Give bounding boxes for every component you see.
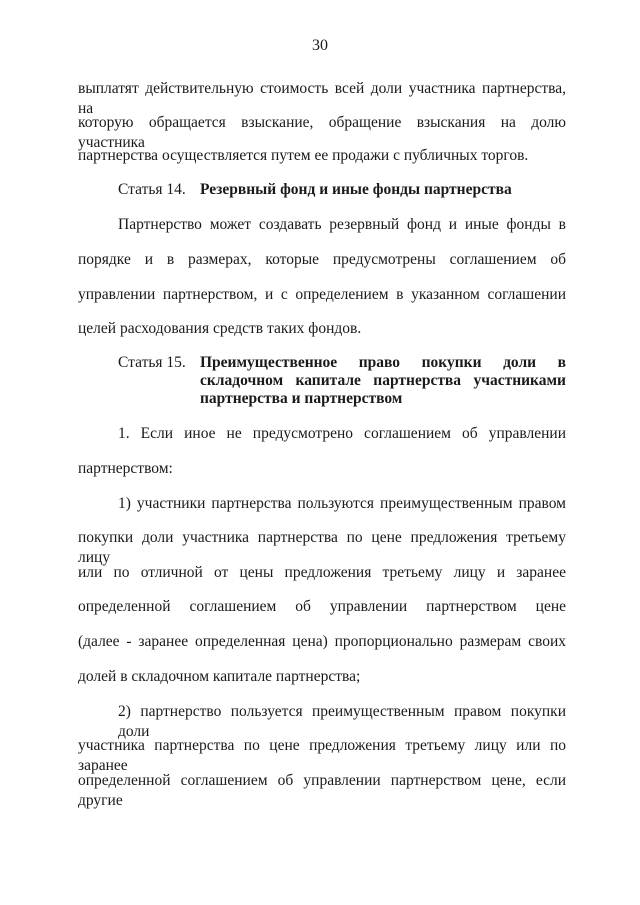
paragraph-line: долей в складочном капитале партнерства; <box>78 668 361 685</box>
article-15-title-line: Преимущественное право покупки доли в <box>200 354 566 371</box>
paragraph-line: 2) партнерство пользуется преимущественным правом покупки доли <box>118 703 566 740</box>
paragraph-line: выплатят действительную стоимость всей доли участника партнерства, на <box>78 80 566 117</box>
paragraph-line: партнерства осуществляется путем ее продажи с публичных торгов. <box>78 147 529 164</box>
paragraph-line: 1) участники партнерства пользуются преимущественным правом <box>118 495 566 512</box>
page-number: 30 <box>312 37 328 54</box>
article-14-number: Статья 14. <box>118 181 186 198</box>
paragraph-line: определенной соглашением об управлении партнерством цене <box>78 598 566 615</box>
paragraph-line: порядке и в размерах, которые предусмотрены соглашением об <box>78 251 566 268</box>
paragraph-line: которую обращается взыскание, обращение взыскания на долю участника <box>78 114 566 151</box>
article-14-title: Резервный фонд и иные фонды партнерства <box>200 181 512 198</box>
article-15-number: Статья 15. <box>118 354 186 371</box>
paragraph-line: Партнерство может создавать резервный фонд и иные фонды в <box>118 216 566 233</box>
paragraph-line: определенной соглашением об управлении партнерством цене, если другие <box>78 772 566 809</box>
paragraph-line: управлении партнерством, и с определением в указанном соглашении <box>78 286 566 303</box>
paragraph-line: (далее - заранее определенная цена) пропорционально размерам своих <box>78 633 566 650</box>
article-15-title-line: складочном капитале партнерства участниками <box>200 372 566 389</box>
paragraph-line: 1. Если иное не предусмотрено соглашением об управлении <box>118 425 566 442</box>
paragraph-line: партнерством: <box>78 460 173 477</box>
paragraph-line: или по отличной от цены предложения третьему лицу и заранее <box>78 564 566 581</box>
paragraph-line: участника партнерства по цене предложения третьему лицу или по заранее <box>78 737 566 774</box>
article-15-title-line: партнерства и партнерством <box>200 390 403 407</box>
paragraph-line: целей расходования средств таких фондов. <box>78 320 362 337</box>
paragraph-line: покупки доли участника партнерства по цене предложения третьему лицу <box>78 529 566 566</box>
